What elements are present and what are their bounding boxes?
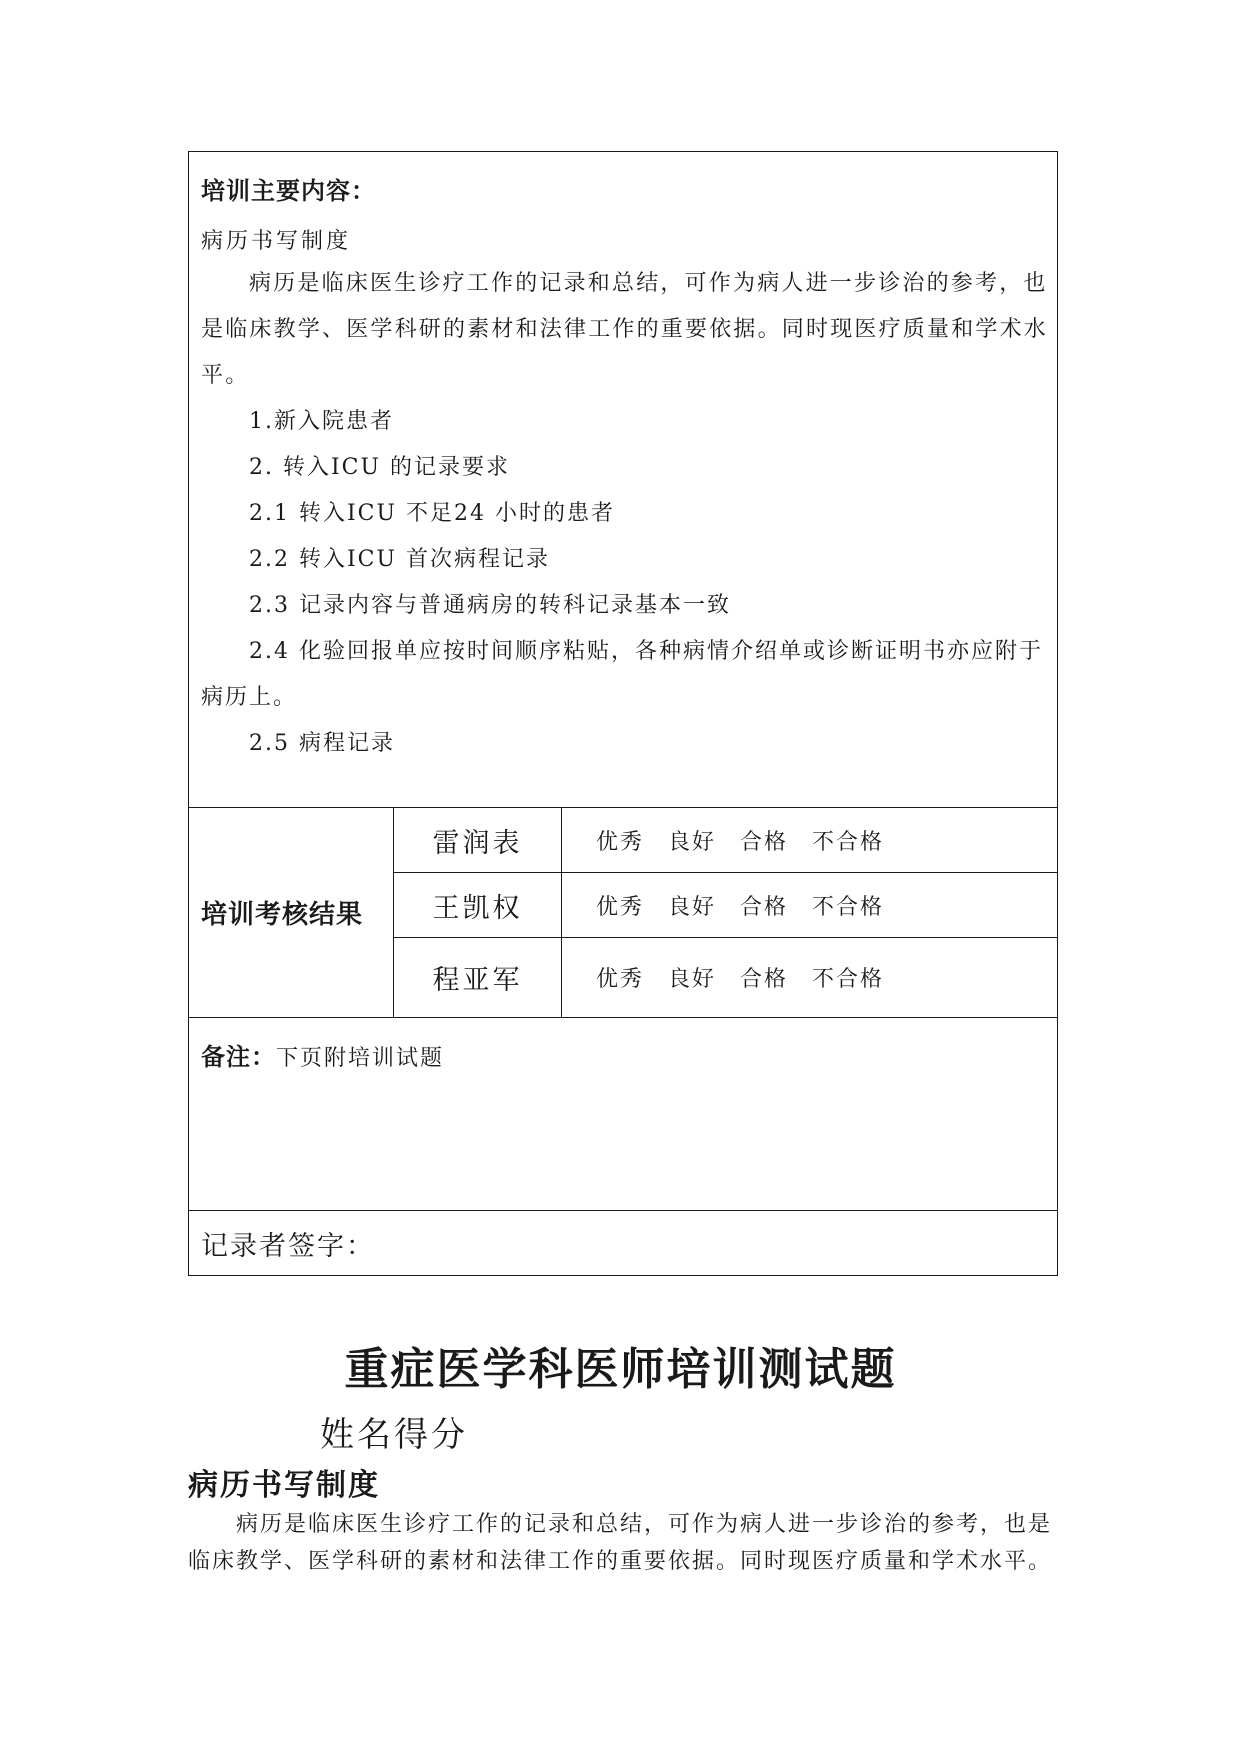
grade-excellent: 优秀: [596, 894, 645, 920]
grade-pass: 合格: [740, 829, 789, 855]
grade-good: 良好: [668, 829, 717, 855]
list-item: 2.4 化验回报单应按时间顺序粘贴，各种病情介绍单或诊断证明书亦应附于病历上。: [201, 639, 1043, 710]
grade-good: 良好: [668, 894, 717, 920]
grade-pass: 合格: [740, 894, 789, 920]
assessment-result-label: 培训考核结果: [189, 808, 394, 1018]
trainee-name: 雷润表: [394, 808, 562, 873]
trainee-name: 王凯权: [394, 873, 562, 938]
training-record-table: [188, 151, 1058, 1276]
grade-options: [562, 808, 1058, 873]
grade-fail: 不合格: [812, 894, 885, 920]
grade-excellent: 优秀: [596, 967, 645, 992]
grade-fail: 不合格: [812, 967, 885, 992]
grade-options: [562, 873, 1058, 938]
training-content-cell: [189, 152, 1058, 808]
grade-excellent: 优秀: [596, 829, 645, 855]
test-title: 重症医学科医师培训测试题: [344, 1344, 897, 1395]
list-item: 2.3 记录内容与普通病房的转科记录基本一致: [249, 593, 731, 618]
notes-label: 备注：: [201, 1043, 276, 1071]
trainee-name: 程亚军: [394, 938, 562, 1018]
training-content-subtitle: 病历书写制度: [201, 229, 352, 254]
notes-cell: [189, 1018, 1058, 1211]
notes-text: 下页附培训试题: [276, 1046, 445, 1071]
grade-good: 良好: [668, 967, 717, 992]
grade-pass: 合格: [740, 967, 789, 992]
table-row: [189, 808, 1058, 873]
list-item: 2. 转入ICU 的记录要求: [249, 455, 511, 480]
list-item: 1.新入院患者: [249, 409, 394, 434]
grade-fail: 不合格: [812, 829, 885, 855]
recorder-signature: 记录者签字：: [189, 1211, 1058, 1276]
training-content-heading: 培训主要内容：: [201, 177, 376, 205]
section-heading: 病历书写制度: [188, 1468, 380, 1503]
list-item: 2.2 转入ICU 首次病程记录: [249, 547, 551, 572]
section-body: 病历是临床医生诊疗工作的记录和总结，可作为病人进一步诊治的参考，也是临床教学、医学科研的素材和法律工作的重要依据。同时现医疗质量和学术水平。: [188, 1512, 1053, 1574]
training-content-paragraph: 病历是临床医生诊疗工作的记录和总结，可作为病人进一步诊治的参考，也是临床教学、医学科研的素材和法律工作的重要依据。同时现医疗质量和学术水平。: [201, 271, 1049, 388]
list-item: 2.5 病程记录: [249, 731, 395, 756]
grade-options: [562, 938, 1058, 1018]
list-item: 2.1 转入ICU 不足24 小时的患者: [249, 501, 616, 526]
name-score-line: 姓名得分: [320, 1415, 468, 1455]
